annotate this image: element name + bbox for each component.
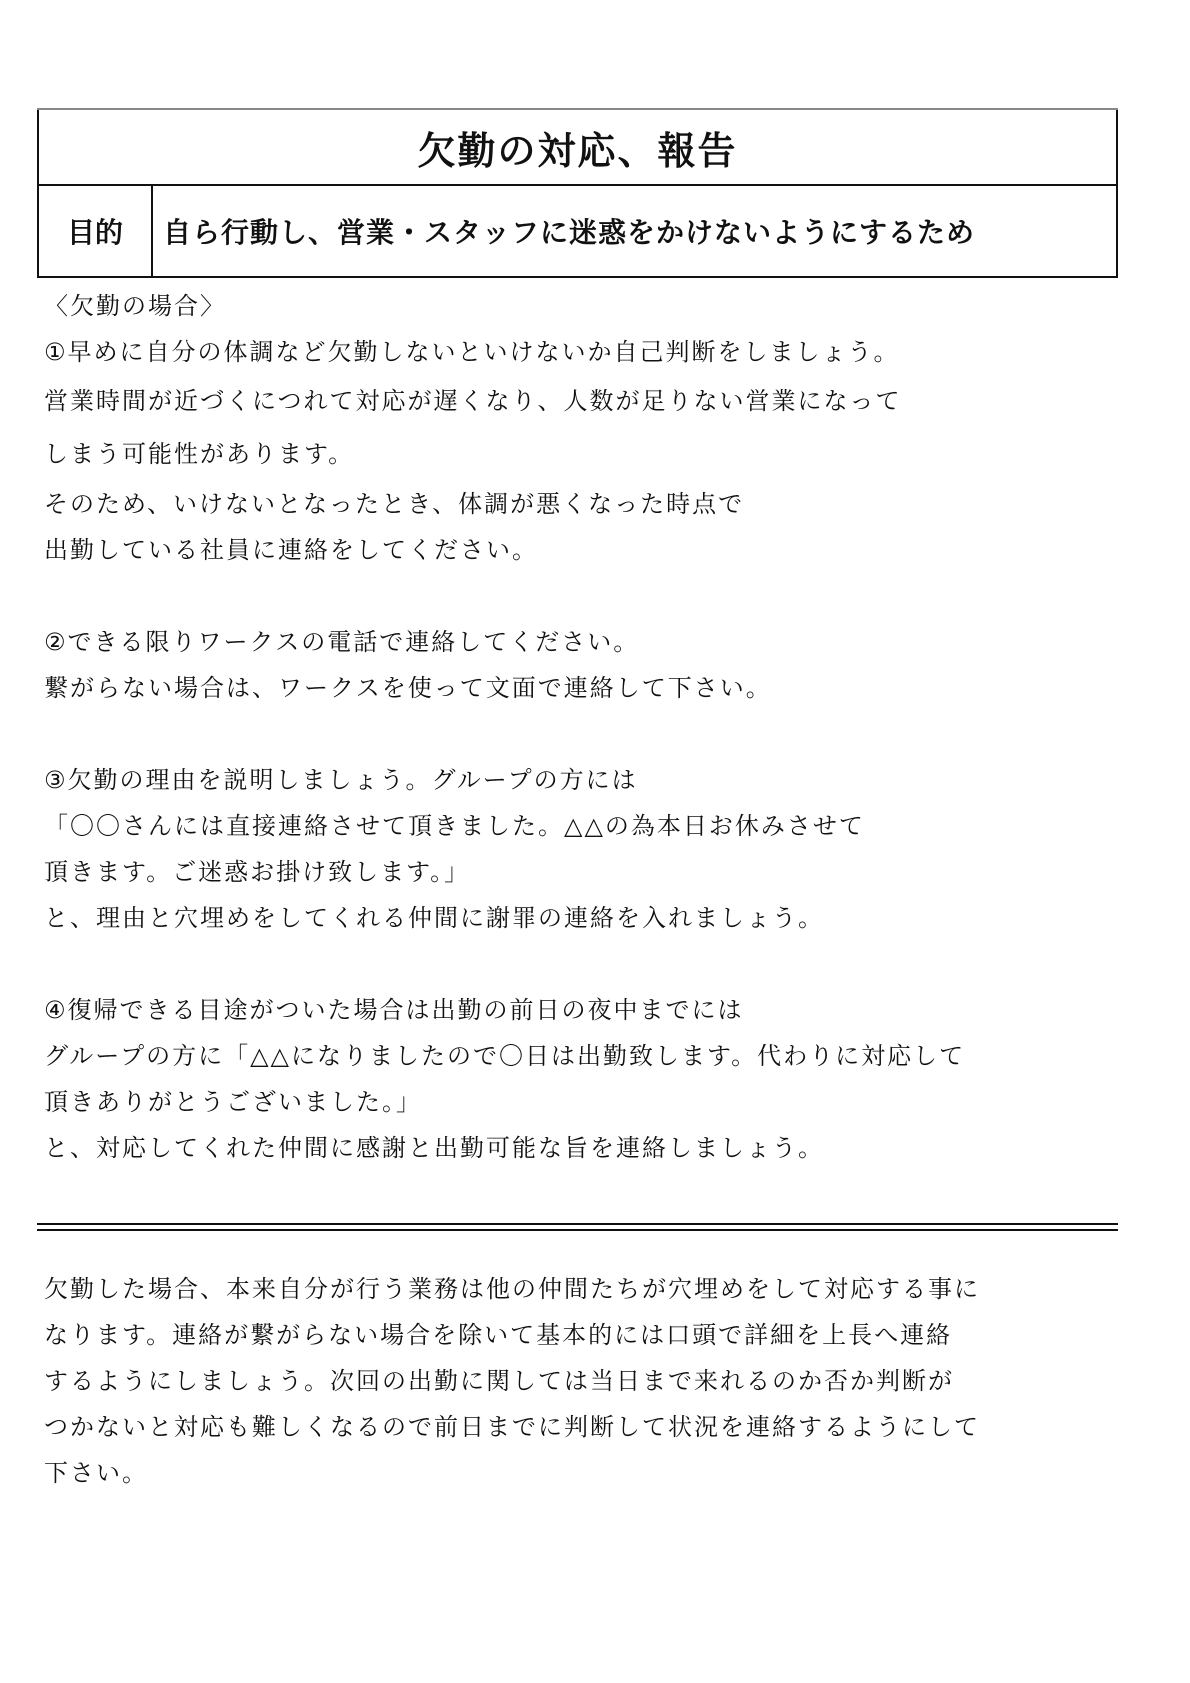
step-4-line-1: ④復帰できる目途がついた場合は出勤の前日の夜中までには (44, 996, 744, 1024)
blank-line (44, 573, 1124, 619)
document-title: 欠勤の対応、報告 (38, 109, 1117, 185)
step-4-line-2: グループの方に「△△になりましたので〇日は出勤致します。代わりに対応して (44, 1042, 966, 1070)
note-line-4: つかないと対応も難しくなるので前日までに判断して状況を連絡するようにして (44, 1413, 980, 1441)
step-3-line-3: 頂きます。ご迷惑お掛け致します。」 (44, 858, 471, 886)
procedure-section (44, 283, 1124, 1171)
step-4-line-4: と、対応してくれた仲間に感謝と出勤可能な旨を連絡しましょう。 (44, 1134, 824, 1162)
step-1-line-1: ①早めに自分の体調など欠勤しないといけないか自己判断をしましょう。 (44, 338, 900, 366)
blank-line (44, 711, 1124, 757)
step-2-line-1: ②できる限りワークスの電話で連絡してください。 (44, 628, 640, 656)
purpose-text: 自ら行動し、営業・スタッフに迷惑をかけないようにするため (163, 216, 976, 249)
note-line-5: 下さい。 (44, 1459, 148, 1487)
purpose-label: 目的 (38, 185, 152, 277)
note-line-2: なります。連絡が繋がらない場合を除いて基本的には口頭で詳細を上長へ連絡 (44, 1321, 953, 1349)
divider-bottom-line (37, 1229, 1118, 1231)
step-3-line-4: と、理由と穴埋めをしてくれる仲間に謝罪の連絡を入れましょう。 (44, 904, 824, 932)
header-table (37, 108, 1118, 278)
divider-top-line (37, 1223, 1118, 1225)
step-2-line-2: 繋がらない場合は、ワークスを使って文面で連絡して下さい。 (44, 674, 772, 702)
step-1-line-5: 出勤している社員に連絡をしてください。 (44, 536, 538, 564)
note-line-1: 欠勤した場合、本来自分が行う業務は他の仲間たちが穴埋めをして対応する事に (44, 1275, 980, 1303)
step-1-line-3: しまう可能性があります。 (44, 440, 355, 468)
blank-line (44, 941, 1124, 987)
step-1-line-4: そのため、いけないとなったとき、体調が悪くなった時点で (44, 490, 745, 518)
section-heading: 〈欠勤の場合〉 (44, 292, 226, 320)
step-3-line-1: ③欠勤の理由を説明しましょう。グループの方には (44, 766, 638, 794)
step-1-line-2: 営業時間が近づくにつれて対応が遅くなり、人数が足りない営業になって (44, 387, 902, 415)
step-4-line-3: 頂きありがとうございました。」 (44, 1088, 422, 1116)
step-3-line-2: 「〇〇さんには直接連絡させて頂きました。△△の為本日お休みさせて (44, 812, 865, 840)
note-line-3: するようにしましょう。次回の出勤に関しては当日まで来れるのか否か判断が (44, 1367, 954, 1395)
note-section (44, 1266, 1124, 1496)
